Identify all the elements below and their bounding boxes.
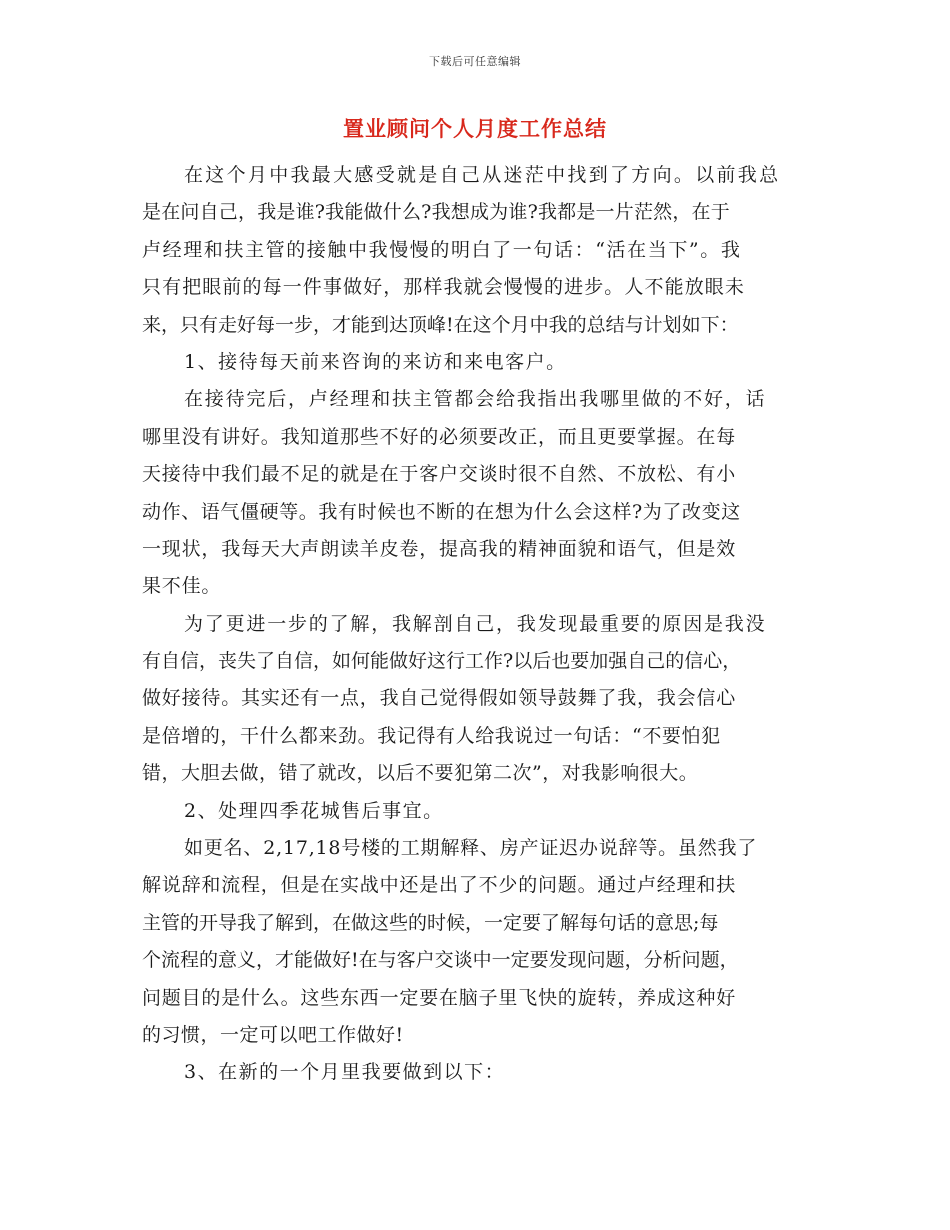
text-line: 个流程的意义，才能做好!在与客户交谈中一定要发现问题，分析问题， xyxy=(142,949,739,972)
text-line: 在接待完后，卢经理和扶主管都会给我指出我哪里做的不好，话 xyxy=(184,388,767,411)
text-line: 主管的开导我了解到，在做这些的时候，一定要了解每句话的意思;每 xyxy=(142,911,719,934)
text-line: 哪里没有讲好。我知道那些不好的必须要改正，而且更要掌握。在每 xyxy=(142,425,737,448)
text-line: 问题目的是什么。这些东西一定要在脑子里飞快的旋转，养成这种好 xyxy=(142,986,737,1009)
text-line: 解说辞和流程，但是在实战中还是出了不少的问题。通过卢经理和扶 xyxy=(142,874,737,897)
text-line: 在这个月中我最大感受就是自己从迷茫中找到了方向。以前我总 xyxy=(184,164,781,186)
text-line: 只有把眼前的每一件事做好，那样我就会慢慢的进步。人不能放眼未 xyxy=(142,276,746,299)
text-line: 一现状，我每天大声朗读羊皮卷，提高我的精神面貌和语气，但是效 xyxy=(142,537,737,560)
text-line: 3、在新的一个月里我要做到以下： xyxy=(184,1061,506,1084)
text-line: 的习惯，一定可以吧工作做好! xyxy=(142,1023,404,1046)
text-line: 为了更进一步的了解，我解剖自己，我发现最重要的原因是我没 xyxy=(184,612,767,635)
text-line: 动作、语气僵硬等。我有时候也不断的在想为什么会这样?为了改变这 xyxy=(142,500,741,523)
document-title: 置业顾问个人月度工作总结 xyxy=(343,116,607,141)
text-line: 是倍增的，干什么都来劲。我记得有人给我说过一句话：“不要怕犯 xyxy=(142,724,721,747)
text-line: 来，只有走好每一步，才能到达顶峰!在这个月中我的总结与计划如下： xyxy=(142,313,739,336)
text-line: 错，大胆去做，错了就改，以后不要犯第二次”，对我影响很大。 xyxy=(142,762,699,785)
text-line: 是在问自己，我是谁?我能做什么?我想成为谁?我都是一片茫然，在于 xyxy=(142,201,730,224)
text-line: 2、处理四季花城售后事宜。 xyxy=(184,799,444,822)
text-line: 做好接待。其实还有一点，我自己觉得假如领导鼓舞了我，我会信心 xyxy=(142,687,737,710)
text-line: 如更名、2,17,18号楼的工期解释、房产证迟办说辞等。虽然我了 xyxy=(184,837,758,860)
page-header-note: 下载后可任意编辑 xyxy=(429,55,521,68)
text-line: 有自信，丧失了自信，如何能做好这行工作?以后也要加强自己的信心， xyxy=(142,650,742,673)
text-line: 1、接待每天前来咨询的来访和来电客户。 xyxy=(184,350,567,373)
text-line: 天接待中我们最不足的就是在于客户交谈时很不自然、不放松、有小 xyxy=(142,463,737,486)
text-line: 果不佳。 xyxy=(142,575,222,598)
document-body xyxy=(142,157,810,1092)
text-line: 卢经理和扶主管的接触中我慢慢的明白了一句话：“活在当下”。我 xyxy=(142,238,742,261)
